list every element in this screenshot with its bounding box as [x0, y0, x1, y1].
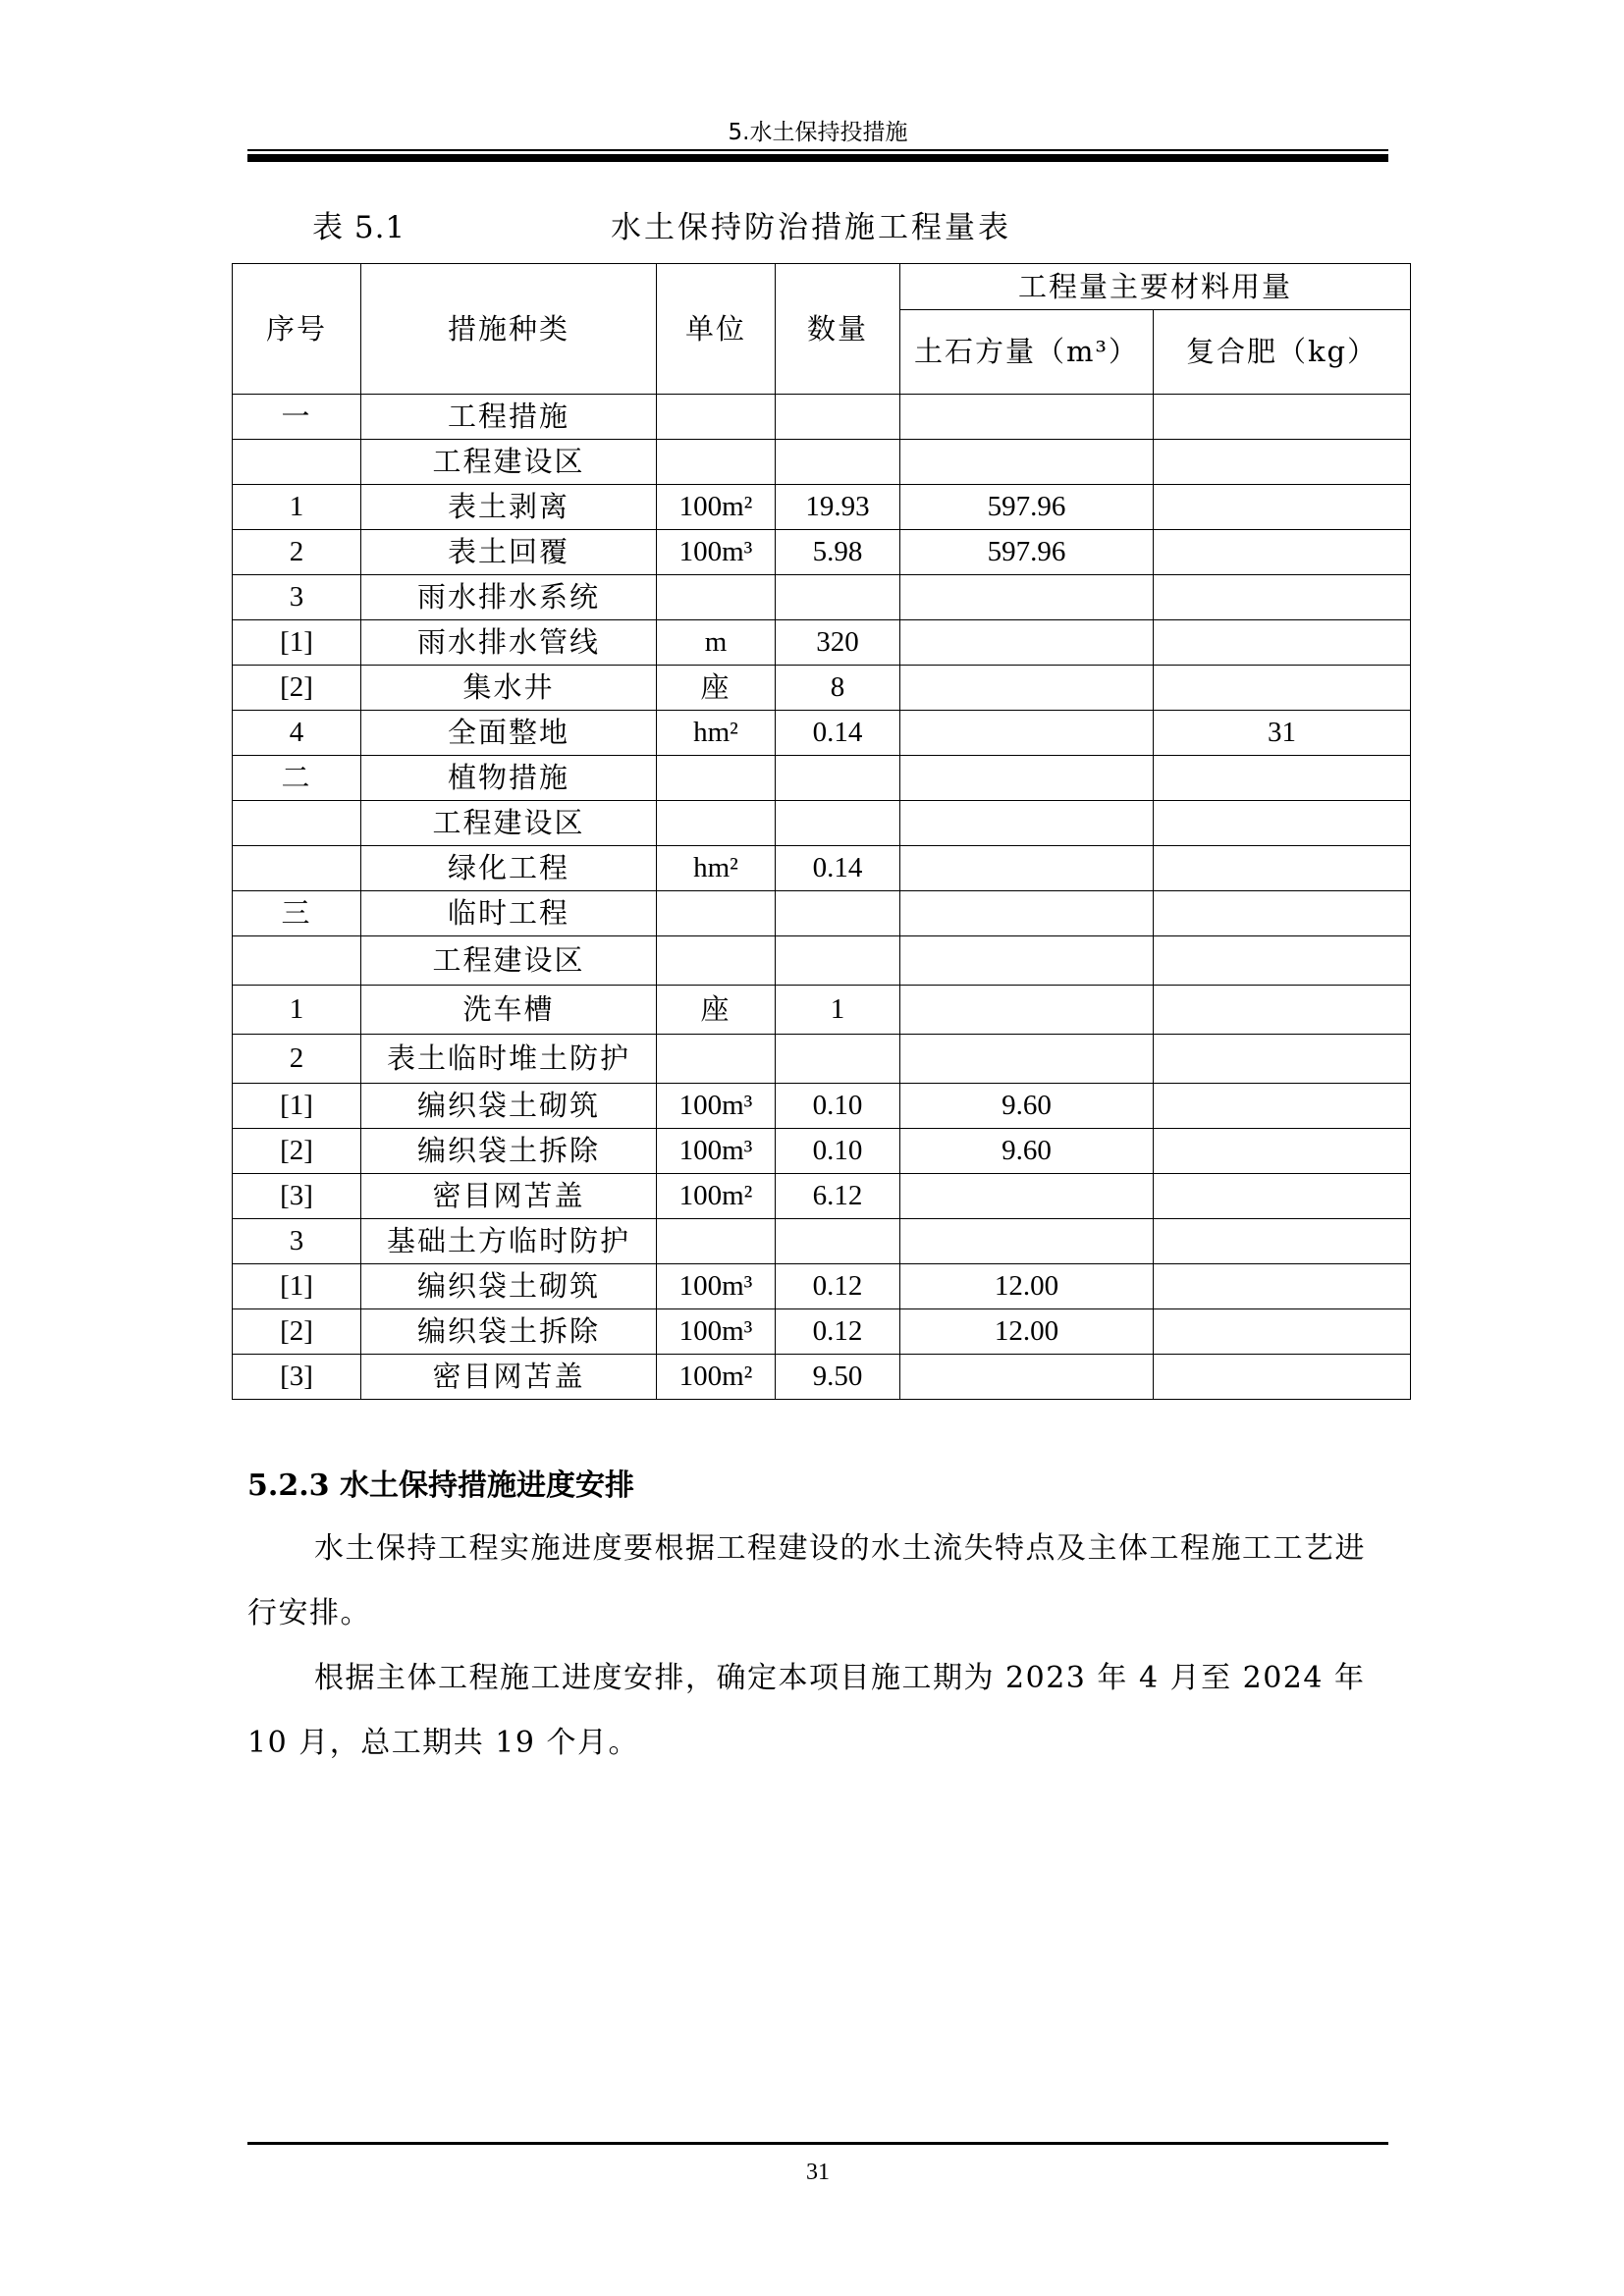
cell-quantity: [776, 1035, 900, 1084]
cell-earthwork: [900, 620, 1154, 666]
cell-earthwork: [900, 1219, 1154, 1264]
cell-quantity: [776, 575, 900, 620]
header-material-group: 工程量主要材料用量: [900, 264, 1411, 310]
table-row: [233, 801, 1411, 846]
cell-seq: 2: [233, 1035, 361, 1084]
cell-earthwork: [900, 395, 1154, 440]
cell-unit: [657, 395, 776, 440]
table-row: [233, 1129, 1411, 1174]
cell-fertilizer: [1154, 756, 1411, 801]
table-row: [233, 1355, 1411, 1400]
cell-unit: 100m²: [657, 485, 776, 530]
cell-measure: 表土回覆: [361, 530, 657, 575]
cell-seq: [233, 846, 361, 891]
cell-fertilizer: [1154, 620, 1411, 666]
cell-fertilizer: [1154, 1264, 1411, 1309]
cell-unit: [657, 801, 776, 846]
table-row: [233, 891, 1411, 936]
cell-earthwork: [900, 1035, 1154, 1084]
cell-measure: 表土剥离: [361, 485, 657, 530]
cell-measure: 工程措施: [361, 395, 657, 440]
cell-earthwork: 12.00: [900, 1309, 1154, 1355]
cell-fertilizer: 31: [1154, 711, 1411, 756]
cell-quantity: 8: [776, 666, 900, 711]
cell-quantity: 6.12: [776, 1174, 900, 1219]
cell-seq: 3: [233, 1219, 361, 1264]
cell-unit: m: [657, 620, 776, 666]
cell-fertilizer: [1154, 1355, 1411, 1400]
cell-measure: 雨水排水管线: [361, 620, 657, 666]
cell-quantity: [776, 936, 900, 986]
cell-measure: 临时工程: [361, 891, 657, 936]
cell-seq: 1: [233, 485, 361, 530]
cell-earthwork: [900, 891, 1154, 936]
cell-unit: [657, 756, 776, 801]
cell-seq: [2]: [233, 666, 361, 711]
cell-unit: [657, 891, 776, 936]
header-fertilizer: 复合肥（kg）: [1154, 310, 1411, 395]
table-row: [233, 666, 1411, 711]
header-seq: 序号: [233, 264, 361, 395]
footer-rule: [247, 2142, 1388, 2145]
cell-measure: 密目网苫盖: [361, 1174, 657, 1219]
cell-earthwork: [900, 1355, 1154, 1400]
cell-measure: 基础土方临时防护: [361, 1219, 657, 1264]
cell-fertilizer: [1154, 891, 1411, 936]
cell-quantity: [776, 1219, 900, 1264]
running-header: 5.水土保持投措施: [728, 120, 908, 145]
cell-seq: 三: [233, 891, 361, 936]
cell-quantity: 0.12: [776, 1264, 900, 1309]
cell-measure: 洗车槽: [361, 986, 657, 1035]
table-row: [233, 846, 1411, 891]
cell-unit: 100m²: [657, 1174, 776, 1219]
cell-earthwork: 597.96: [900, 485, 1154, 530]
cell-quantity: [776, 756, 900, 801]
cell-measure: 编织袋土砌筑: [361, 1264, 657, 1309]
cell-measure: 全面整地: [361, 711, 657, 756]
cell-seq: 二: [233, 756, 361, 801]
cell-fertilizer: [1154, 395, 1411, 440]
cell-unit: [657, 1035, 776, 1084]
header-rule-thick: [247, 154, 1388, 162]
cell-quantity: 0.14: [776, 846, 900, 891]
table-header-row: [233, 264, 1411, 310]
cell-seq: [233, 801, 361, 846]
table-row: [233, 620, 1411, 666]
cell-quantity: [776, 891, 900, 936]
cell-unit: 100m³: [657, 1264, 776, 1309]
table-row: [233, 756, 1411, 801]
cell-fertilizer: [1154, 666, 1411, 711]
cell-measure: 编织袋土拆除: [361, 1309, 657, 1355]
cell-unit: 座: [657, 986, 776, 1035]
cell-unit: [657, 575, 776, 620]
cell-earthwork: [900, 575, 1154, 620]
table-row: [233, 1084, 1411, 1129]
cell-seq: 3: [233, 575, 361, 620]
cell-fertilizer: [1154, 485, 1411, 530]
table-row: [233, 1309, 1411, 1355]
cell-measure: 工程建设区: [361, 936, 657, 986]
paragraph: 水土保持工程实施进度要根据工程建设的水土流失特点及主体工程施工工艺进行安排。: [247, 1531, 1366, 1630]
cell-seq: 1: [233, 986, 361, 1035]
cell-fertilizer: [1154, 575, 1411, 620]
table-row: [233, 936, 1411, 986]
table-row: [233, 575, 1411, 620]
table-row: [233, 530, 1411, 575]
cell-fertilizer: [1154, 1129, 1411, 1174]
cell-fertilizer: [1154, 1084, 1411, 1129]
table-row: [233, 1264, 1411, 1309]
cell-earthwork: [900, 1174, 1154, 1219]
cell-measure: 工程建设区: [361, 801, 657, 846]
cell-earthwork: 12.00: [900, 1264, 1154, 1309]
cell-quantity: [776, 395, 900, 440]
cell-fertilizer: [1154, 801, 1411, 846]
cell-measure: 编织袋土拆除: [361, 1129, 657, 1174]
cell-quantity: 19.93: [776, 485, 900, 530]
cell-seq: [1]: [233, 1084, 361, 1129]
cell-measure: 植物措施: [361, 756, 657, 801]
table-caption-number: 表 5.1: [312, 210, 406, 245]
table-row: [233, 711, 1411, 756]
cell-seq: [2]: [233, 1309, 361, 1355]
cell-measure: 工程建设区: [361, 440, 657, 485]
cell-quantity: 0.10: [776, 1129, 900, 1174]
cell-quantity: 320: [776, 620, 900, 666]
cell-seq: [233, 440, 361, 485]
cell-fertilizer: [1154, 846, 1411, 891]
header-rule-thin: [247, 149, 1388, 151]
cell-quantity: [776, 440, 900, 485]
cell-earthwork: [900, 986, 1154, 1035]
table-caption-title: 水土保持防治措施工程量表: [611, 210, 1011, 245]
cell-unit: 座: [657, 666, 776, 711]
cell-fertilizer: [1154, 1035, 1411, 1084]
table-row: [233, 1219, 1411, 1264]
cell-fertilizer: [1154, 1174, 1411, 1219]
header-unit: 单位: [657, 264, 776, 395]
cell-unit: hm²: [657, 711, 776, 756]
cell-earthwork: 9.60: [900, 1129, 1154, 1174]
cell-seq: [3]: [233, 1174, 361, 1219]
cell-unit: 100m³: [657, 530, 776, 575]
cell-earthwork: [900, 846, 1154, 891]
cell-seq: [2]: [233, 1129, 361, 1174]
cell-quantity: 1: [776, 986, 900, 1035]
cell-seq: [233, 936, 361, 986]
page-number: 31: [806, 2160, 830, 2185]
paragraph: 根据主体工程施工进度安排，确定本项目施工期为 2023 年 4 月至 2024 年 10 月，总工期共 19 个月。: [247, 1661, 1366, 1760]
cell-seq: 2: [233, 530, 361, 575]
table-row: [233, 1174, 1411, 1219]
table-row: [233, 395, 1411, 440]
cell-earthwork: [900, 801, 1154, 846]
section-heading: 5.2.3 水土保持措施进度安排: [247, 1468, 634, 1503]
cell-earthwork: 597.96: [900, 530, 1154, 575]
cell-fertilizer: [1154, 936, 1411, 986]
cell-fertilizer: [1154, 440, 1411, 485]
cell-seq: [1]: [233, 1264, 361, 1309]
cell-earthwork: [900, 756, 1154, 801]
cell-earthwork: [900, 936, 1154, 986]
cell-quantity: 0.12: [776, 1309, 900, 1355]
cell-fertilizer: [1154, 1309, 1411, 1355]
cell-measure: 雨水排水系统: [361, 575, 657, 620]
header-quantity: 数量: [776, 264, 900, 395]
cell-earthwork: [900, 711, 1154, 756]
cell-seq: 一: [233, 395, 361, 440]
header-measure: 措施种类: [361, 264, 657, 395]
cell-measure: 表土临时堆土防护: [361, 1035, 657, 1084]
cell-quantity: 0.14: [776, 711, 900, 756]
cell-unit: [657, 440, 776, 485]
cell-measure: 绿化工程: [361, 846, 657, 891]
cell-unit: [657, 1219, 776, 1264]
cell-unit: 100m³: [657, 1084, 776, 1129]
cell-measure: 密目网苫盖: [361, 1355, 657, 1400]
header-earthwork: 土石方量（m³）: [900, 310, 1154, 395]
table-row: [233, 1035, 1411, 1084]
cell-quantity: 0.10: [776, 1084, 900, 1129]
cell-fertilizer: [1154, 1219, 1411, 1264]
cell-quantity: 5.98: [776, 530, 900, 575]
cell-fertilizer: [1154, 530, 1411, 575]
cell-unit: 100m³: [657, 1309, 776, 1355]
cell-seq: [1]: [233, 620, 361, 666]
cell-seq: [3]: [233, 1355, 361, 1400]
cell-earthwork: 9.60: [900, 1084, 1154, 1129]
table-row: [233, 440, 1411, 485]
table-row: [233, 986, 1411, 1035]
cell-unit: [657, 936, 776, 986]
cell-earthwork: [900, 440, 1154, 485]
cell-measure: 编织袋土砌筑: [361, 1084, 657, 1129]
cell-unit: hm²: [657, 846, 776, 891]
cell-unit: 100m²: [657, 1355, 776, 1400]
cell-quantity: [776, 801, 900, 846]
measures-table: [232, 263, 1411, 1400]
cell-earthwork: [900, 666, 1154, 711]
cell-quantity: 9.50: [776, 1355, 900, 1400]
cell-fertilizer: [1154, 986, 1411, 1035]
cell-unit: 100m³: [657, 1129, 776, 1174]
table-row: [233, 485, 1411, 530]
cell-seq: 4: [233, 711, 361, 756]
cell-measure: 集水井: [361, 666, 657, 711]
